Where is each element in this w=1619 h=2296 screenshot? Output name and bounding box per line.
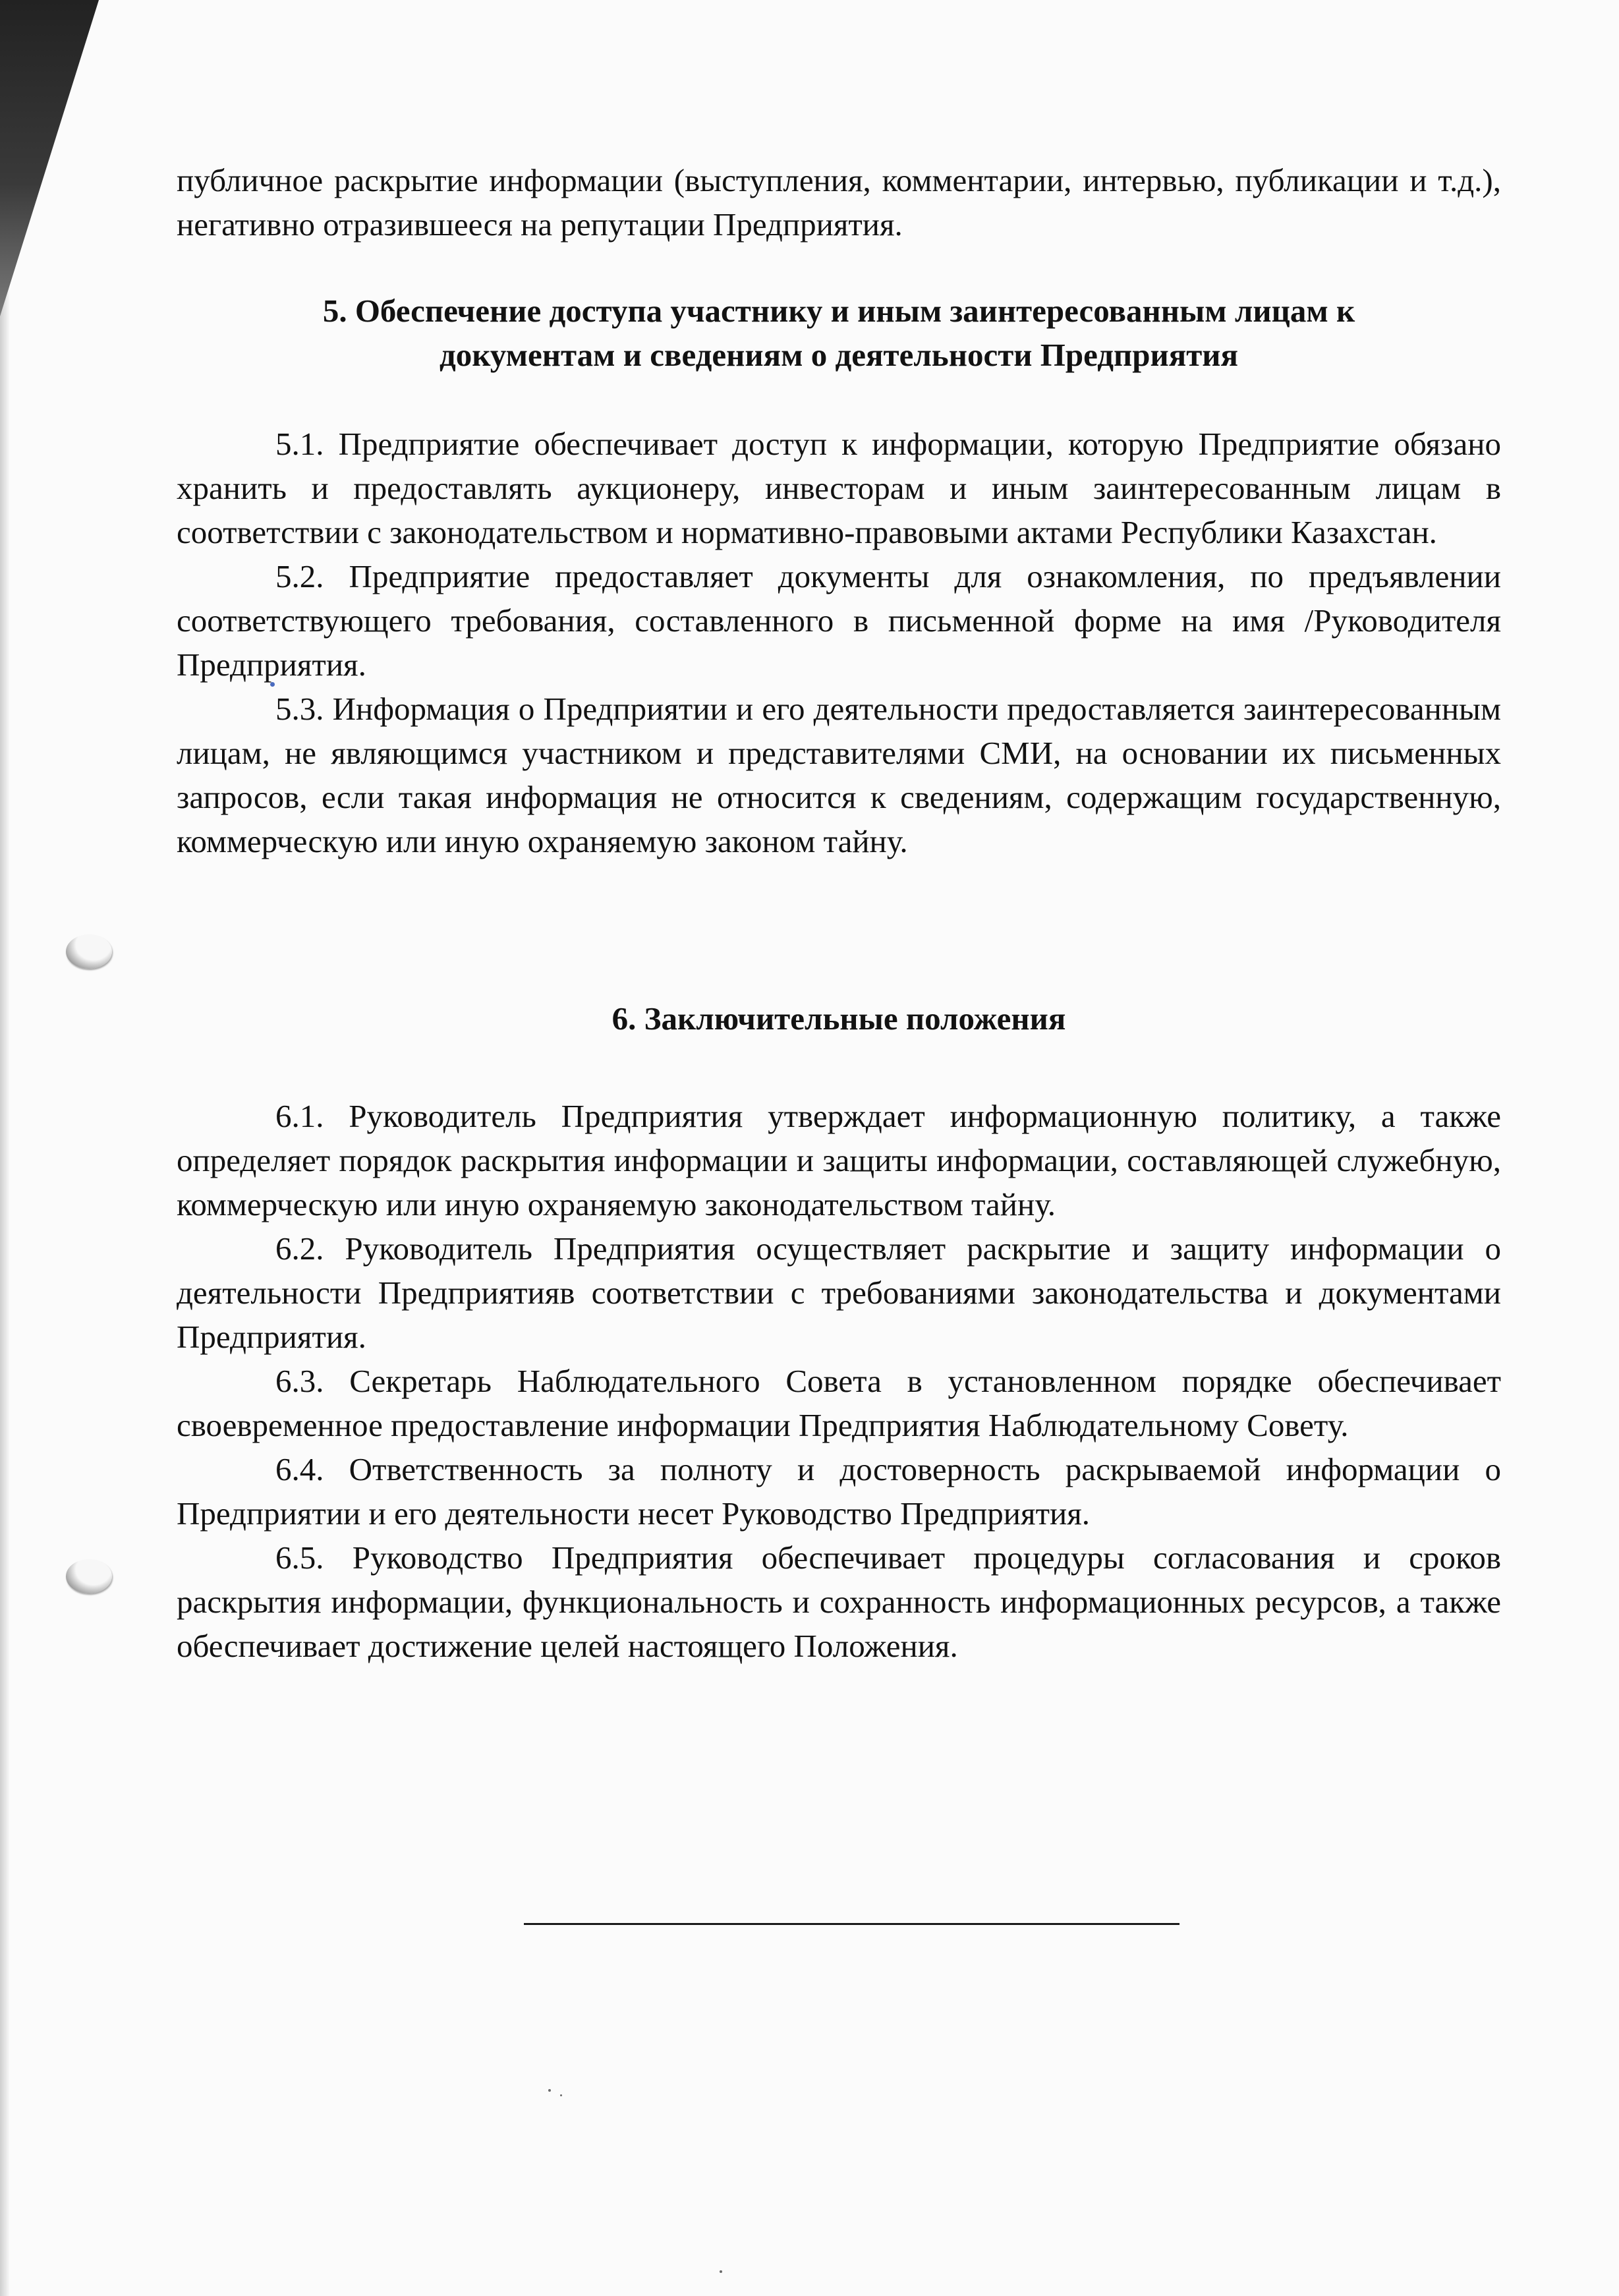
section-5-heading [177,289,1501,377]
clause-5-3: 5.3. Информация о Предприятии и его деятельности предоставляется заинтересованным лицам, не являющимся участником и представителями СМИ, на основании их письменных запросов, если такая информация не относится к сведениям, содержащим государственную, коммерческую или иную охраняемую законом тайну. [177,691,1501,859]
clause-6-4: 6.4. Ответственность за полноту и достоверность раскрываемой информации о Предприятии и его деятельности несет Руководство Предприятия. [177,1451,1501,1532]
section-5-heading-line2: документам и сведениям о деятельности Предприятия [439,337,1239,373]
clause-6-3: 6.3. Секретарь Наблюдательного Совета в установленном порядке обеспечивает своевременное предоставление информации Предприятия Наблюдательному Совету. [177,1363,1501,1443]
section-6-body [177,1094,1501,1668]
intro-block [177,158,1501,246]
clause-6-1: 6.1. Руководитель Предприятия утверждает информационную политику, а также определяет порядок раскрытия информации и защиты информации, составляющей служебную, коммерческую или иную охраняемую законодательством тайну. [177,1098,1501,1222]
clause-5-1: 5.1. Предприятие обеспечивает доступ к информации, которую Предприятие обязано хранить и предоставлять аукционеру, инвесторам и иным заинтересованным лицам в соответствии с законодательством и нормативно-правовыми актами Республики Казахстан. [177,426,1501,550]
intro-paragraph: публичное раскрытие информации (выступления, комментарии, интервью, публикации и т.д.), негативно отразившееся на репутации Предприятия. [177,162,1501,243]
clause-5-2: 5.2. Предприятие предоставляет документы для ознакомления, по предъявлении соответствующего требования, составленного в письменной форме на имя /Руководителя Предприятия. [177,558,1501,683]
section-6-heading-text: 6. Заключительные положения [611,1000,1066,1037]
section-5-body [177,422,1501,863]
closing-rule [524,1923,1179,1925]
section-5-heading-line1: 5. Обеспечение доступа участнику и иным заинтересованным лицам к [322,293,1355,329]
clause-6-5: 6.5. Руководство Предприятия обеспечивает процедуры согласования и сроков раскрытия информации, функциональность и сохранность информационных ресурсов, а также обеспечивает достижение целей настоящего Положения. [177,1539,1501,1664]
clause-6-2: 6.2. Руководитель Предприятия осуществляет раскрытие и защиту информации о деятельности Предприятияв соответствии с требованиями законодательства и документами Предприятия. [177,1230,1501,1355]
section-6-heading [177,996,1501,1041]
